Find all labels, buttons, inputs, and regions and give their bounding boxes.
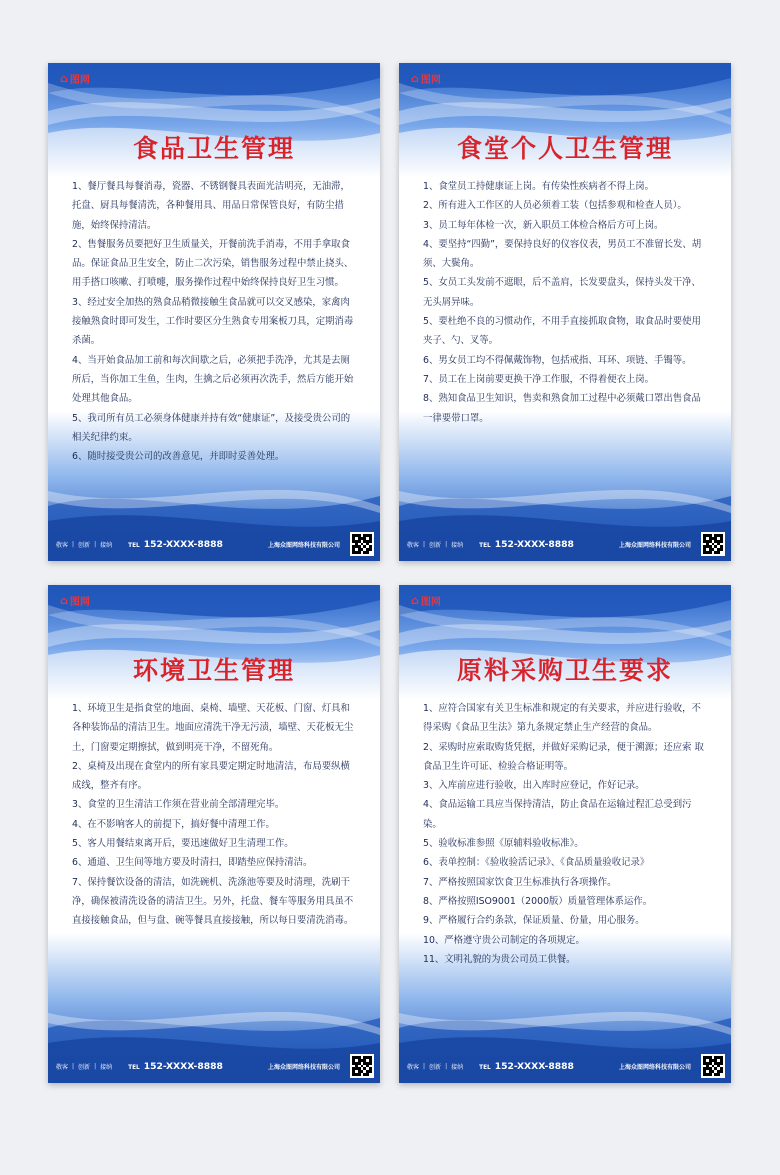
rule-item: 7、保持餐饮设备的清洁，如洗碗机、洗涤池等要及时清理，洗刷干净，确保被清洗设备的清洁卫生。另外，托盘、餐车等服务用具虽不直接接触食品，但与盘、碗等餐具直接接触，所以每日要清洗消毒。 [72, 876, 354, 927]
footer-tag: 敬客 [407, 1063, 420, 1071]
rule-item: 6、随时接受贵公司的改善意见，并即时妥善处理。 [72, 451, 285, 463]
tel-number: 152-XXXX-8888 [494, 1060, 574, 1072]
rules-list [72, 177, 356, 466]
rule-item: 3、入库前应进行验收，出入库时应登记，作好记录。 [423, 780, 645, 792]
tag-separator: | [445, 1062, 448, 1070]
poster-food-hygiene [48, 63, 380, 561]
telephone [128, 539, 223, 550]
qr-code-icon [350, 532, 374, 556]
telephone [479, 1061, 574, 1072]
rule-item: 5、女员工头发前不遮眼，后不盖肩，长发要盘头，保持头发干净、无头屑异味。 [423, 277, 701, 308]
rule-item: 6、表单控制：《验收验活记录》、《食品质量验收记录》 [423, 857, 650, 869]
footer-tags [407, 1062, 463, 1071]
footer-tag: 接纳 [100, 1063, 113, 1071]
rule-item: 8、严格按照ISO9001（2000版）质量管理体系运作。 [423, 895, 653, 907]
rule-item: 3、食堂的卫生清洁工作须在营业前全部清理完毕。 [72, 799, 285, 811]
rule-item: 5、客人用餐结束离开后，要迅速做好卫生清理工作。 [72, 838, 294, 850]
logo-text: 图网 [420, 597, 441, 608]
logo-icon: ⌂ [60, 594, 68, 607]
footer-tags [56, 540, 112, 549]
poster-title: 食堂个人卫生管理 [456, 134, 673, 163]
rule-item: 7、严格按照国家饮食卫生标准执行各项操作。 [423, 876, 617, 888]
brand-logo [411, 593, 441, 608]
rule-item: 6、男女员工均不得佩戴饰物，包括戒指、耳环、项链、手镯等。 [423, 354, 692, 366]
footer-tags [56, 1062, 112, 1071]
telephone [479, 539, 574, 550]
company-name: 上海众图网络科技有限公司 [267, 541, 340, 549]
rule-item: 5、验收标准参照《原辅料验收标准》。 [423, 838, 584, 850]
rule-item: 1、环境卫生是指食堂的地面、桌椅、墙壁、天花板、门窗、灯具和各种装饰品的清洁卫生。地面应清洗干净无污渍，墙壁、天花板无尘土，门窗要定期擦拭，做到明亮干净，不留死角。 [72, 703, 354, 753]
rule-item: 11、文明礼貌的为贵公司员工供餐。 [423, 953, 576, 965]
footer-tag: 敬客 [56, 541, 69, 549]
footer-tags [407, 540, 463, 549]
rules-list [72, 699, 356, 931]
rule-item: 7、员工在上岗前要更换干净工作服，不得着便衣上岗。 [423, 373, 654, 385]
logo-icon: ⌂ [411, 72, 419, 85]
footer-tag: 接纳 [451, 1063, 464, 1071]
rule-item: 1、食堂员工持健康证上岗。有传染性疾病者不得上岗。 [423, 181, 654, 192]
company-name: 上海众图网络科技有限公司 [618, 1063, 691, 1071]
poster-canteen-personal-hygiene [399, 63, 731, 561]
footer-tag: 创新 [78, 541, 91, 549]
poster-footer [48, 527, 380, 561]
rule-item: 4、要坚持“四勤”，要保持良好的仪容仪表，男员工不准留长发、胡须、大鬓角。 [423, 238, 702, 270]
brand-logo [60, 593, 90, 608]
tag-separator: | [94, 1062, 97, 1070]
rule-item: 4、在不影响客人的前提下，搞好餐中清理工作。 [72, 818, 275, 830]
rule-item: 4、食品运输工具应当保持清洁，防止食品在运输过程汇总受到污染。 [423, 799, 692, 830]
footer-tag: 接纳 [100, 541, 113, 549]
tag-separator: | [445, 540, 448, 548]
poster-title: 原料采购卫生要求 [456, 656, 673, 685]
logo-icon: ⌂ [60, 72, 68, 85]
tag-separator: | [94, 540, 97, 548]
tel-number: 152-XXXX-8888 [143, 1060, 223, 1072]
tel-label: TEL [479, 542, 491, 549]
tag-separator: | [423, 1062, 426, 1070]
rule-item: 2、所有进入工作区的人员必须着工装（包括参观和检查人员）。 [423, 200, 687, 212]
rule-item: 5、要杜绝不良的习惯动作，不用手直接抓取食物，取食品时要使用夹子、勺、叉等。 [423, 316, 701, 347]
footer-tag: 创新 [78, 1063, 91, 1071]
rule-item: 10、严格遵守贵公司制定的各项规定。 [423, 934, 585, 946]
qr-code-icon [701, 1054, 725, 1078]
rules-list [423, 177, 707, 428]
footer-tag: 敬客 [407, 541, 420, 549]
rule-item: 4、当开始食品加工前和每次间歇之后，必须把手洗净，尤其是去厕所后，当你加工生鱼，生肉，生擒之后必须再次洗手，然后方能开始处理其他食品。 [72, 354, 354, 405]
rule-item: 1、餐厅餐具每餐消毒，瓷器、不锈钢餐具表面光洁明亮，无油滞，托盘、厨具每餐清洗，各种餐用具、用品日常保管良好，有防尘措施，始终保持清洁。 [72, 181, 350, 231]
rule-item: 2、桌椅及出现在食堂内的所有家具要定期定时地清洁，布局要纵横成线，整齐有序。 [72, 760, 350, 792]
telephone [128, 1061, 223, 1072]
tel-label: TEL [128, 542, 140, 549]
logo-text: 图网 [69, 597, 90, 608]
poster-footer [399, 1049, 731, 1083]
logo-icon: ⌂ [411, 594, 419, 607]
rules-list [423, 699, 707, 969]
poster-footer [399, 527, 731, 561]
qr-code-icon [350, 1054, 374, 1078]
qr-code-icon [701, 532, 725, 556]
poster-title: 食品卫生管理 [132, 134, 295, 163]
rule-item: 5、我司所有员工必须身体健康并持有效“健康证”，及接受贵公司的相关纪律约束。 [72, 412, 351, 443]
tel-number: 152-XXXX-8888 [494, 538, 574, 550]
tel-number: 152-XXXX-8888 [143, 538, 223, 550]
footer-tag: 接纳 [451, 541, 464, 549]
logo-text: 图网 [69, 75, 90, 86]
rule-item: 2、采购时应索取购货凭据，并做好采购记录，便于溯源；还应索 取食品卫生许可证、检验合格证明等。 [423, 741, 704, 772]
tel-label: TEL [479, 1064, 491, 1071]
company-name: 上海众图网络科技有限公司 [618, 541, 691, 549]
rule-item: 3、经过安全加热的熟食品稍微接触生食品就可以交叉感染，家禽肉接触熟食时即可发生，工作时要区分生熟食专用案板刀具，定期消毒杀菌。 [72, 296, 354, 347]
poster-procurement-hygiene [399, 585, 731, 1083]
rule-item: 3、员工每年体检一次，新入职员工体检合格后方可上岗。 [423, 219, 664, 231]
rule-item: 8、熟知食品卫生知识，售卖和熟食加工过程中必须戴口罩出售食品一律要带口罩。 [423, 393, 701, 424]
footer-tag: 敬客 [56, 1063, 69, 1071]
rule-item: 6、通道、卫生间等地方要及时清扫，即踏垫应保持清洁。 [72, 857, 313, 869]
rule-item: 9、严格履行合约条款，保证质量、份量，用心服务。 [423, 915, 645, 927]
logo-text: 图网 [420, 75, 441, 86]
tag-separator: | [423, 540, 426, 548]
tag-separator: | [72, 1062, 75, 1070]
poster-footer [48, 1049, 380, 1083]
brand-logo [411, 71, 441, 86]
poster-environment-hygiene [48, 585, 380, 1083]
rule-item: 1、应符合国家有关卫生标准和规定的有关要求，并应进行验收，不得采购《食品卫生法》第九条规定禁止生产经营的食品。 [423, 703, 701, 734]
rule-item: 2、售餐服务员要把好卫生质量关，开餐前洗手消毒，不用手拿取食品。保证食品卫生安全，防止二次污染，销售服务过程中禁止挠头、用手搭口咳嗽、打喷嚏，服务操作过程中始终保持良好卫生习惯。 [72, 238, 354, 289]
tel-label: TEL [128, 1064, 140, 1071]
company-name: 上海众图网络科技有限公司 [267, 1063, 340, 1071]
footer-tag: 创新 [429, 1063, 442, 1071]
poster-title: 环境卫生管理 [132, 656, 295, 685]
footer-tag: 创新 [429, 541, 442, 549]
tag-separator: | [72, 540, 75, 548]
brand-logo [60, 71, 90, 86]
